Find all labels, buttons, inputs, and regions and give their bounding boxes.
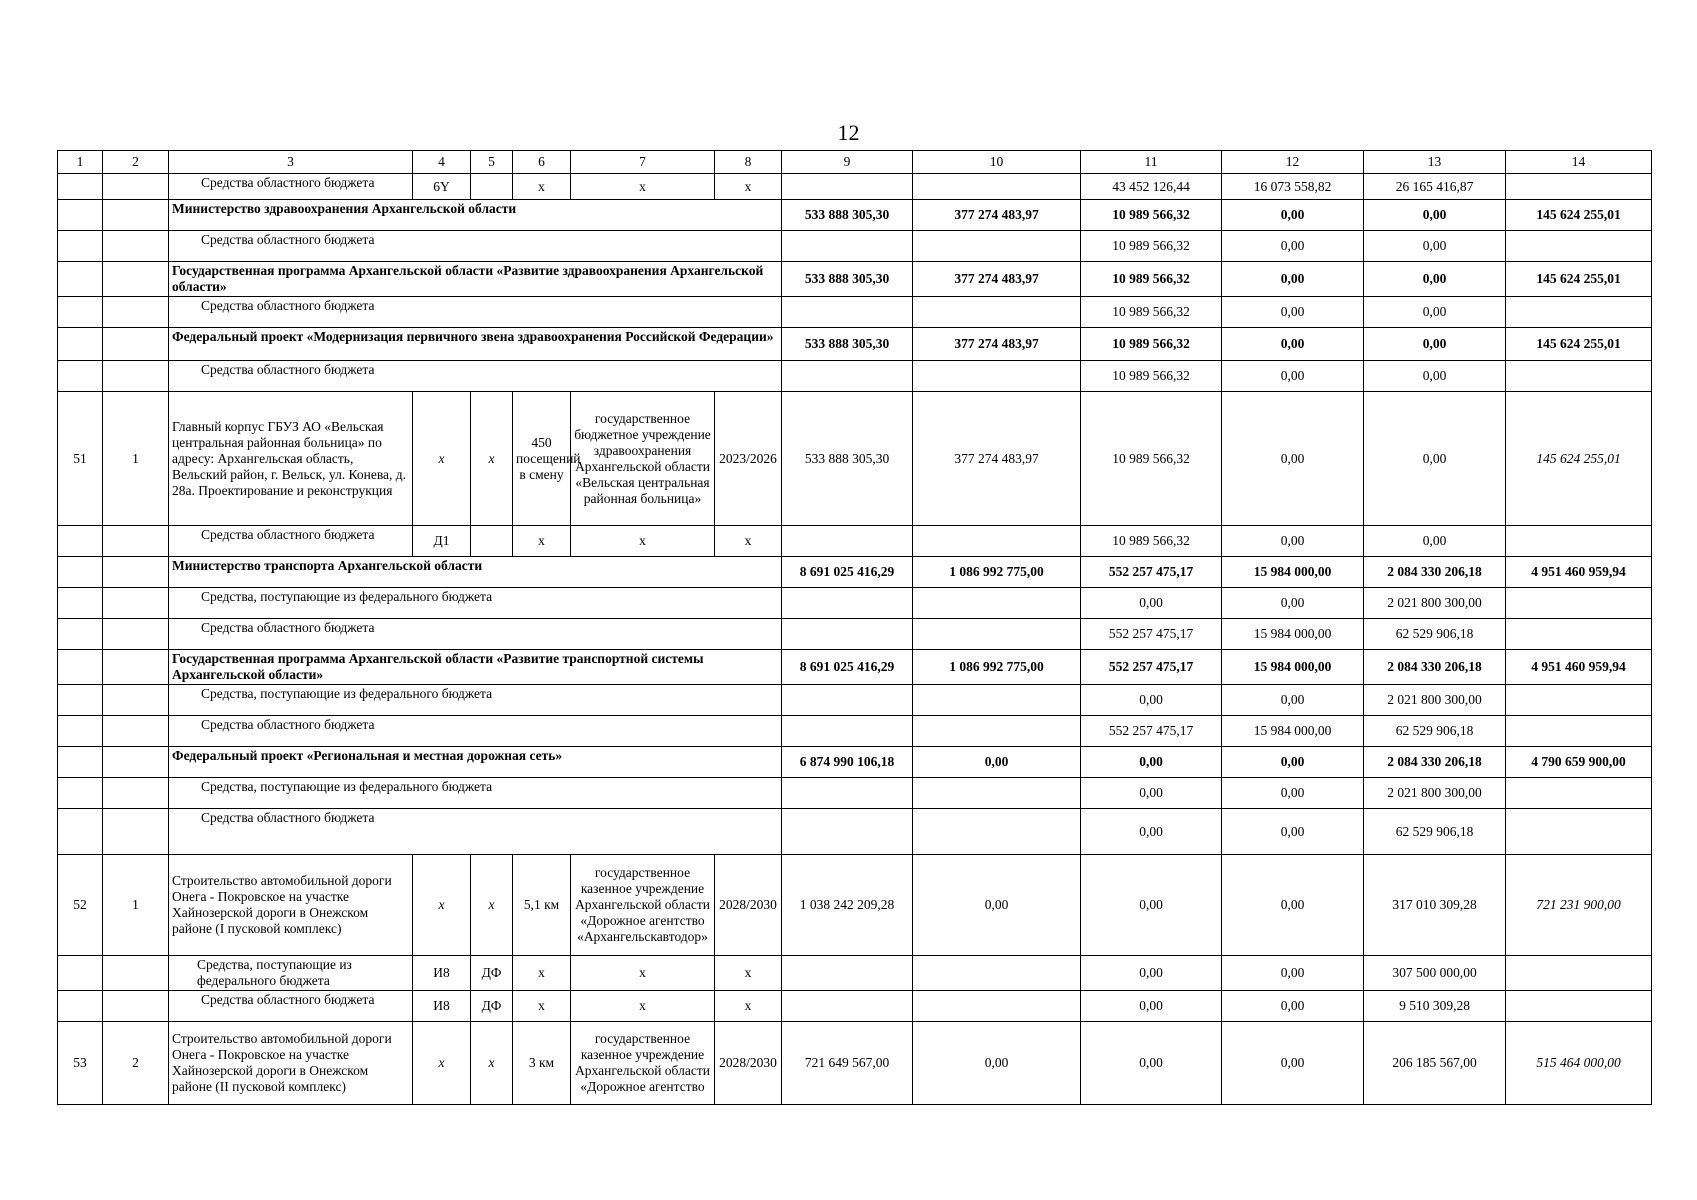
index-cell bbox=[58, 619, 103, 650]
column-header: 12 bbox=[1222, 151, 1364, 174]
amount-cell bbox=[782, 809, 913, 855]
amount-cell: 0,00 bbox=[1222, 297, 1364, 328]
amount-cell: 10 989 566,32 bbox=[1081, 361, 1222, 392]
amount-cell bbox=[1506, 685, 1652, 716]
sub-index-cell bbox=[103, 650, 169, 685]
data-cell: 0,00 bbox=[1222, 855, 1364, 956]
amount-cell: 552 257 475,17 bbox=[1081, 650, 1222, 685]
data-cell: 26 165 416,87 bbox=[1364, 174, 1506, 200]
funding-row bbox=[58, 778, 1652, 809]
data-cell bbox=[103, 956, 169, 991]
amount-cell: 377 274 483,97 bbox=[913, 328, 1081, 361]
sub-index-cell bbox=[103, 328, 169, 361]
funding-label: Средства, поступающие из федерального бюджета bbox=[169, 778, 782, 809]
data-cell: x bbox=[471, 855, 513, 956]
funding-row bbox=[58, 809, 1652, 855]
amount-cell: 62 529 906,18 bbox=[1364, 716, 1506, 747]
funding-label: Средства областного бюджета bbox=[169, 231, 782, 262]
object-row bbox=[58, 855, 1652, 956]
data-cell: 145 624 255,01 bbox=[1506, 392, 1652, 526]
data-cell bbox=[58, 174, 103, 200]
amount-cell: 62 529 906,18 bbox=[1364, 619, 1506, 650]
description-cell: Средства областного бюджета bbox=[169, 174, 413, 200]
data-cell: x bbox=[571, 174, 715, 200]
data-cell: 6Y bbox=[413, 174, 471, 200]
index-cell bbox=[58, 747, 103, 778]
column-header: 9 bbox=[782, 151, 913, 174]
amount-cell: 6 874 990 106,18 bbox=[782, 747, 913, 778]
amount-cell: 0,00 bbox=[1222, 588, 1364, 619]
amount-cell: 1 086 992 775,00 bbox=[913, 557, 1081, 588]
data-cell: 721 231 900,00 bbox=[1506, 855, 1652, 956]
data-cell: 53 bbox=[58, 1022, 103, 1105]
amount-cell: 552 257 475,17 bbox=[1081, 716, 1222, 747]
amount-cell: 533 888 305,30 bbox=[782, 200, 913, 231]
amount-cell: 2 084 330 206,18 bbox=[1364, 650, 1506, 685]
data-cell: ДФ bbox=[471, 991, 513, 1022]
funding-row bbox=[58, 716, 1652, 747]
data-cell bbox=[471, 526, 513, 557]
amount-cell: 1 086 992 775,00 bbox=[913, 650, 1081, 685]
amount-cell: 377 274 483,97 bbox=[913, 262, 1081, 297]
data-cell: 0,00 bbox=[1222, 526, 1364, 557]
funding-row bbox=[58, 991, 1652, 1022]
data-cell: 377 274 483,97 bbox=[913, 392, 1081, 526]
index-cell bbox=[58, 716, 103, 747]
index-cell bbox=[58, 557, 103, 588]
data-cell bbox=[913, 956, 1081, 991]
data-cell bbox=[782, 526, 913, 557]
data-cell: x bbox=[471, 1022, 513, 1105]
column-header: 3 bbox=[169, 151, 413, 174]
section-title: Министерство здравоохранения Архангельской области bbox=[169, 200, 782, 231]
data-cell: Д1 bbox=[413, 526, 471, 557]
column-header: 11 bbox=[1081, 151, 1222, 174]
amount-cell: 62 529 906,18 bbox=[1364, 809, 1506, 855]
amount-cell: 8 691 025 416,29 bbox=[782, 557, 913, 588]
amount-cell: 552 257 475,17 bbox=[1081, 619, 1222, 650]
index-cell bbox=[58, 328, 103, 361]
table-body bbox=[58, 151, 1652, 1105]
column-header: 2 bbox=[103, 151, 169, 174]
amount-cell bbox=[1506, 297, 1652, 328]
data-cell: x bbox=[513, 956, 571, 991]
amount-cell bbox=[782, 778, 913, 809]
amount-cell bbox=[1506, 361, 1652, 392]
amount-cell: 0,00 bbox=[1222, 685, 1364, 716]
amount-cell bbox=[782, 297, 913, 328]
data-cell: 0,00 bbox=[1081, 956, 1222, 991]
sub-index-cell bbox=[103, 809, 169, 855]
sub-index-cell bbox=[103, 588, 169, 619]
data-cell: 5,1 км bbox=[513, 855, 571, 956]
sub-index-cell bbox=[103, 685, 169, 716]
data-cell bbox=[913, 174, 1081, 200]
amount-cell bbox=[1506, 231, 1652, 262]
amount-cell bbox=[1506, 619, 1652, 650]
amount-cell: 15 984 000,00 bbox=[1222, 557, 1364, 588]
funding-label: Средства, поступающие из федерального бюджета bbox=[169, 588, 782, 619]
amount-cell: 0,00 bbox=[913, 747, 1081, 778]
amount-cell: 0,00 bbox=[1364, 200, 1506, 231]
section-row bbox=[58, 650, 1652, 685]
data-cell: x bbox=[413, 855, 471, 956]
index-cell bbox=[58, 778, 103, 809]
data-cell: x bbox=[571, 956, 715, 991]
data-cell: 43 452 126,44 bbox=[1081, 174, 1222, 200]
amount-cell bbox=[1506, 809, 1652, 855]
amount-cell: 0,00 bbox=[1364, 328, 1506, 361]
index-cell bbox=[58, 361, 103, 392]
index-cell bbox=[58, 231, 103, 262]
amount-cell bbox=[782, 231, 913, 262]
data-cell: x bbox=[513, 174, 571, 200]
section-row bbox=[58, 747, 1652, 778]
section-title: Федеральный проект «Региональная и местная дорожная сеть» bbox=[169, 747, 782, 778]
description-cell: Средства областного бюджета bbox=[169, 991, 413, 1022]
sub-index-cell bbox=[103, 747, 169, 778]
index-cell bbox=[58, 650, 103, 685]
data-cell: 0,00 bbox=[913, 1022, 1081, 1105]
amount-cell bbox=[913, 685, 1081, 716]
amount-cell: 10 989 566,32 bbox=[1081, 328, 1222, 361]
amount-cell: 0,00 bbox=[1222, 328, 1364, 361]
amount-cell bbox=[782, 716, 913, 747]
description-cell: Средства областного бюджета bbox=[169, 526, 413, 557]
data-cell bbox=[913, 526, 1081, 557]
amount-cell: 10 989 566,32 bbox=[1081, 297, 1222, 328]
data-cell: 2028/2030 bbox=[715, 855, 782, 956]
data-cell: государственное казенное учреждение Архангельской области «Дорожное агентство «Архангельскавтодор» bbox=[571, 855, 715, 956]
data-cell bbox=[1506, 526, 1652, 557]
sub-index-cell bbox=[103, 200, 169, 231]
section-row bbox=[58, 200, 1652, 231]
data-cell: 2023/2026 bbox=[715, 392, 782, 526]
data-cell bbox=[1506, 174, 1652, 200]
amount-cell: 0,00 bbox=[1222, 361, 1364, 392]
data-cell bbox=[1506, 956, 1652, 991]
data-cell: 450 посещений в смену bbox=[513, 392, 571, 526]
data-cell: 0,00 bbox=[1222, 991, 1364, 1022]
amount-cell: 0,00 bbox=[1081, 809, 1222, 855]
section-row bbox=[58, 262, 1652, 297]
data-cell bbox=[1506, 991, 1652, 1022]
amount-cell bbox=[913, 619, 1081, 650]
amount-cell: 2 084 330 206,18 bbox=[1364, 747, 1506, 778]
amount-cell: 15 984 000,00 bbox=[1222, 716, 1364, 747]
data-cell: 0,00 bbox=[1222, 1022, 1364, 1105]
amount-cell: 8 691 025 416,29 bbox=[782, 650, 913, 685]
amount-cell: 2 021 800 300,00 bbox=[1364, 778, 1506, 809]
data-cell: x bbox=[571, 991, 715, 1022]
amount-cell: 0,00 bbox=[1364, 231, 1506, 262]
amount-cell: 377 274 483,97 bbox=[913, 200, 1081, 231]
sub-index-cell bbox=[103, 716, 169, 747]
amount-cell: 145 624 255,01 bbox=[1506, 200, 1652, 231]
section-title: Государственная программа Архангельской области «Развитие здравоохранения Архангельской области» bbox=[169, 262, 782, 297]
data-cell: 0,00 bbox=[1222, 392, 1364, 526]
index-cell bbox=[58, 297, 103, 328]
data-cell: 52 bbox=[58, 855, 103, 956]
data-cell: x bbox=[471, 392, 513, 526]
amount-cell: 10 989 566,32 bbox=[1081, 262, 1222, 297]
sub-index-cell bbox=[103, 262, 169, 297]
index-cell bbox=[58, 809, 103, 855]
data-cell: государственное бюджетное учреждение здравоохранения Архангельской области «Вельская центральная районная больница» bbox=[571, 392, 715, 526]
data-cell bbox=[782, 174, 913, 200]
amount-cell bbox=[913, 588, 1081, 619]
sub-index-cell bbox=[103, 557, 169, 588]
funding-label: Средства областного бюджета bbox=[169, 619, 782, 650]
amount-cell: 0,00 bbox=[1222, 262, 1364, 297]
data-cell bbox=[58, 526, 103, 557]
data-cell: 0,00 bbox=[1081, 855, 1222, 956]
funding-row bbox=[58, 956, 1652, 991]
data-cell: 10 989 566,32 bbox=[1081, 392, 1222, 526]
section-title: Государственная программа Архангельской области «Развитие транспортной системы Архангельской области» bbox=[169, 650, 782, 685]
data-cell bbox=[782, 956, 913, 991]
sub-index-cell bbox=[103, 619, 169, 650]
data-cell: 51 bbox=[58, 392, 103, 526]
data-cell bbox=[913, 991, 1081, 1022]
column-header: 4 bbox=[413, 151, 471, 174]
page-number: 12 bbox=[837, 120, 860, 145]
funding-row bbox=[58, 685, 1652, 716]
amount-cell: 0,00 bbox=[1081, 747, 1222, 778]
amount-cell bbox=[782, 588, 913, 619]
data-cell: государственное казенное учреждение Архангельской области «Дорожное агентство bbox=[571, 1022, 715, 1105]
index-cell bbox=[58, 200, 103, 231]
funding-label: Средства областного бюджета bbox=[169, 809, 782, 855]
data-cell: 307 500 000,00 bbox=[1364, 956, 1506, 991]
header-row bbox=[58, 151, 1652, 174]
column-header: 1 bbox=[58, 151, 103, 174]
data-cell: 3 км bbox=[513, 1022, 571, 1105]
sub-index-cell bbox=[103, 778, 169, 809]
amount-cell: 0,00 bbox=[1081, 778, 1222, 809]
funding-label: Средства, поступающие из федерального бюджета bbox=[169, 685, 782, 716]
funding-row bbox=[58, 361, 1652, 392]
section-title: Министерство транспорта Архангельской области bbox=[169, 557, 782, 588]
object-row bbox=[58, 1022, 1652, 1105]
data-cell: 317 010 309,28 bbox=[1364, 855, 1506, 956]
amount-cell: 0,00 bbox=[1222, 747, 1364, 778]
amount-cell: 15 984 000,00 bbox=[1222, 650, 1364, 685]
amount-cell: 2 021 800 300,00 bbox=[1364, 588, 1506, 619]
data-cell: 721 649 567,00 bbox=[782, 1022, 913, 1105]
amount-cell bbox=[913, 231, 1081, 262]
data-cell: 2 bbox=[103, 1022, 169, 1105]
data-cell: 2028/2030 bbox=[715, 1022, 782, 1105]
data-cell: 206 185 567,00 bbox=[1364, 1022, 1506, 1105]
funding-row bbox=[58, 619, 1652, 650]
amount-cell: 533 888 305,30 bbox=[782, 262, 913, 297]
description-cell: Средства, поступающие из федерального бюджета bbox=[169, 956, 413, 991]
amount-cell: 0,00 bbox=[1222, 231, 1364, 262]
data-cell: И8 bbox=[413, 956, 471, 991]
column-header: 7 bbox=[571, 151, 715, 174]
data-cell: 1 038 242 209,28 bbox=[782, 855, 913, 956]
amount-cell: 15 984 000,00 bbox=[1222, 619, 1364, 650]
data-cell bbox=[103, 526, 169, 557]
funding-row bbox=[58, 588, 1652, 619]
amount-cell: 552 257 475,17 bbox=[1081, 557, 1222, 588]
amount-cell: 0,00 bbox=[1222, 200, 1364, 231]
column-header: 6 bbox=[513, 151, 571, 174]
data-cell: 0,00 bbox=[913, 855, 1081, 956]
amount-cell: 533 888 305,30 bbox=[782, 328, 913, 361]
amount-cell: 10 989 566,32 bbox=[1081, 200, 1222, 231]
funding-row bbox=[58, 231, 1652, 262]
data-cell: 1 bbox=[103, 855, 169, 956]
data-cell: 0,00 bbox=[1364, 392, 1506, 526]
sub-index-cell bbox=[103, 297, 169, 328]
data-cell: 0,00 bbox=[1364, 526, 1506, 557]
amount-cell bbox=[1506, 588, 1652, 619]
column-header: 13 bbox=[1364, 151, 1506, 174]
data-cell bbox=[471, 174, 513, 200]
amount-cell: 2 084 330 206,18 bbox=[1364, 557, 1506, 588]
amount-cell bbox=[1506, 778, 1652, 809]
data-cell: 1 bbox=[103, 392, 169, 526]
amount-cell bbox=[913, 778, 1081, 809]
data-cell: x bbox=[513, 526, 571, 557]
data-cell: 533 888 305,30 bbox=[782, 392, 913, 526]
sub-index-cell bbox=[103, 231, 169, 262]
amount-cell: 0,00 bbox=[1364, 361, 1506, 392]
index-cell bbox=[58, 588, 103, 619]
data-cell: 0,00 bbox=[1081, 991, 1222, 1022]
amount-cell bbox=[913, 361, 1081, 392]
amount-cell: 0,00 bbox=[1364, 297, 1506, 328]
index-cell bbox=[58, 685, 103, 716]
amount-cell: 4 951 460 959,94 bbox=[1506, 650, 1652, 685]
amount-cell bbox=[782, 619, 913, 650]
data-cell: x bbox=[715, 174, 782, 200]
amount-cell bbox=[782, 361, 913, 392]
amount-cell: 2 021 800 300,00 bbox=[1364, 685, 1506, 716]
budget-table bbox=[57, 150, 1652, 1105]
data-cell: 9 510 309,28 bbox=[1364, 991, 1506, 1022]
data-cell: x bbox=[715, 956, 782, 991]
sub-index-cell bbox=[103, 361, 169, 392]
data-cell bbox=[58, 956, 103, 991]
data-cell: 515 464 000,00 bbox=[1506, 1022, 1652, 1105]
section-row bbox=[58, 557, 1652, 588]
object-row bbox=[58, 392, 1652, 526]
data-cell: 10 989 566,32 bbox=[1081, 526, 1222, 557]
description-cell: Строительство автомобильной дороги Онега - Покровское на участке Хайнозерской дороги в Онежском районе (II пусковой комплекс) bbox=[169, 1022, 413, 1105]
amount-cell: 145 624 255,01 bbox=[1506, 328, 1652, 361]
data-cell: 0,00 bbox=[1222, 956, 1364, 991]
funding-label: Средства областного бюджета bbox=[169, 716, 782, 747]
data-cell bbox=[103, 174, 169, 200]
section-row bbox=[58, 328, 1652, 361]
column-header: 8 bbox=[715, 151, 782, 174]
index-cell bbox=[58, 262, 103, 297]
amount-cell: 145 624 255,01 bbox=[1506, 262, 1652, 297]
description-cell: Строительство автомобильной дороги Онега - Покровское на участке Хайнозерской дороги в Онежском районе (I пусковой комплекс) bbox=[169, 855, 413, 956]
funding-label: Средства областного бюджета bbox=[169, 297, 782, 328]
data-cell: ДФ bbox=[471, 956, 513, 991]
amount-cell: 4 951 460 959,94 bbox=[1506, 557, 1652, 588]
funding-row bbox=[58, 174, 1652, 200]
column-header: 10 bbox=[913, 151, 1081, 174]
amount-cell bbox=[913, 809, 1081, 855]
data-cell: x bbox=[715, 991, 782, 1022]
data-cell: x bbox=[413, 1022, 471, 1105]
amount-cell bbox=[1506, 716, 1652, 747]
column-header: 5 bbox=[471, 151, 513, 174]
amount-cell: 0,00 bbox=[1081, 588, 1222, 619]
data-cell: 0,00 bbox=[1081, 1022, 1222, 1105]
column-header: 14 bbox=[1506, 151, 1652, 174]
data-cell: 16 073 558,82 bbox=[1222, 174, 1364, 200]
amount-cell: 0,00 bbox=[1222, 809, 1364, 855]
amount-cell bbox=[782, 685, 913, 716]
amount-cell: 4 790 659 900,00 bbox=[1506, 747, 1652, 778]
funding-row bbox=[58, 526, 1652, 557]
data-cell: x bbox=[413, 392, 471, 526]
data-cell bbox=[58, 991, 103, 1022]
data-cell: x bbox=[571, 526, 715, 557]
funding-label: Средства областного бюджета bbox=[169, 361, 782, 392]
data-cell: x bbox=[513, 991, 571, 1022]
data-cell: И8 bbox=[413, 991, 471, 1022]
data-cell bbox=[782, 991, 913, 1022]
amount-cell: 0,00 bbox=[1364, 262, 1506, 297]
data-cell bbox=[103, 991, 169, 1022]
amount-cell bbox=[913, 297, 1081, 328]
amount-cell: 0,00 bbox=[1222, 778, 1364, 809]
amount-cell: 10 989 566,32 bbox=[1081, 231, 1222, 262]
section-title: Федеральный проект «Модернизация первичного звена здравоохранения Российской Федерации» bbox=[169, 328, 782, 361]
data-cell: x bbox=[715, 526, 782, 557]
amount-cell: 0,00 bbox=[1081, 685, 1222, 716]
amount-cell bbox=[913, 716, 1081, 747]
description-cell: Главный корпус ГБУЗ АО «Вельская центральная районная больница» по адресу: Архангельская область, Вельский район, г. Вельск, ул. Конева, д. 28а. Проектирование и реконструкция bbox=[169, 392, 413, 526]
funding-row bbox=[58, 297, 1652, 328]
